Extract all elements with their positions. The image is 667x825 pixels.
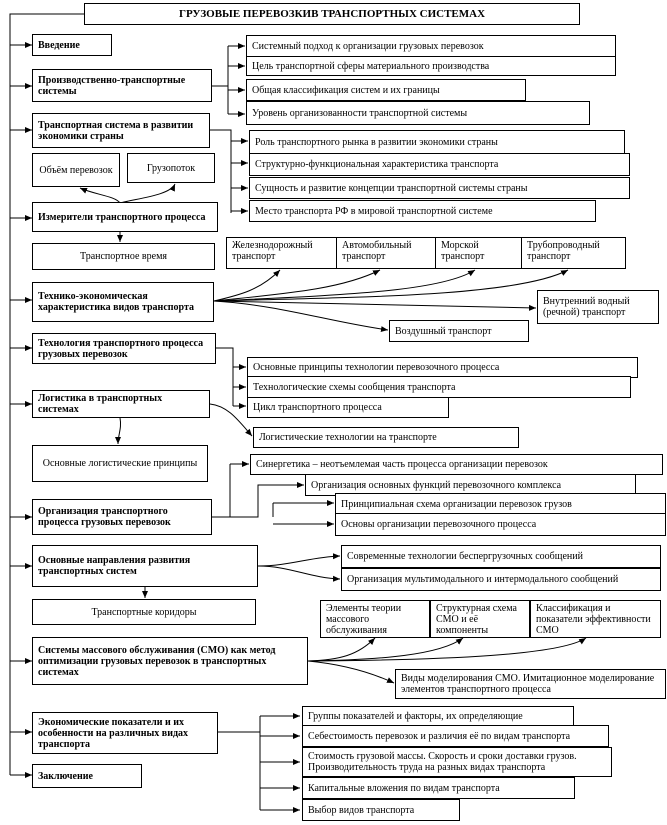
section-technology: Технология транспортного процесса грузовых перевозок — [32, 333, 216, 364]
logistics-principles: Основные логистические принципы — [32, 445, 208, 482]
section-organization: Организация транспортного процесса грузовых перевозок — [32, 499, 212, 535]
transport-type-inland-water: Внутренний водный (речной) транспорт — [537, 290, 659, 324]
section-production-systems: Производственно-транспортные системы — [32, 69, 212, 102]
organization-item: Принципиальная схема организации перевозок грузов — [335, 493, 666, 516]
section-smo: Системы массового обслуживания (СМО) как метод оптимизации грузовых перевозок в транспортных системах — [32, 637, 308, 685]
section-logistics: Логистика в транспортных системах — [32, 390, 210, 418]
transport-type-automobile: Автомобильный транспорт — [336, 237, 436, 269]
production-item: Уровень организованности транспортной системы — [246, 101, 590, 125]
meter-flow: Грузопоток — [127, 153, 215, 183]
role-item: Структурно-функциональная характеристика транспорта — [249, 153, 630, 176]
diagram-title: ГРУЗОВЫЕ ПЕРЕВОЗКИВ ТРАНСПОРТНЫХ СИСТЕМАХ — [84, 3, 580, 25]
economics-item: Выбор видов транспорта — [302, 799, 460, 821]
role-item: Сущность и развитие концепции транспортной системы страны — [249, 177, 630, 199]
technology-item: Технологические схемы сообщения транспорта — [247, 376, 631, 398]
section-technical-characteristics: Технико-экономическая характеристика видов транспорта — [32, 282, 214, 322]
production-item: Цель транспортной сферы материального производства — [246, 56, 616, 76]
production-item: Общая классификация систем и их границы — [246, 79, 526, 101]
section-intro: Введение — [32, 34, 112, 56]
smo-item-classification: Классификация и показатели эффективности СМО — [530, 600, 661, 638]
smo-item-modeling: Виды моделирования СМО. Имитационное моделирование элементов транспортного процесса — [395, 669, 666, 699]
production-item: Системный подход к организации грузовых перевозок — [246, 35, 616, 57]
organization-item: Основы организации перевозочного процесса — [335, 513, 666, 536]
economics-item: Капитальные вложения по видам транспорта — [302, 777, 575, 799]
technology-item: Основные принципы технологии перевозочного процесса — [247, 357, 638, 378]
section-meters: Измерители транспортного процесса — [32, 202, 218, 232]
economics-item: Группы показателей и факторы, их определяющие — [302, 706, 574, 727]
role-item: Место транспорта РФ в мировой транспортной системе — [249, 200, 596, 222]
meter-volume: Объём перевозок — [32, 153, 120, 187]
transport-corridors: Транспортные коридоры — [32, 599, 256, 625]
role-item: Роль транспортного рынка в развитии экономики страны — [249, 130, 625, 154]
section-conclusion: Заключение — [32, 764, 142, 788]
transport-type-air: Воздушный транспорт — [389, 320, 529, 342]
smo-item-theory: Элементы теории массового обслуживания — [320, 600, 430, 638]
directions-item: Современные технологии беспергрузочных сообщений — [341, 545, 661, 568]
economics-item: Стоимость грузовой массы. Скорость и сроки доставки грузов. Производительность труда на разных видах транспорта — [302, 747, 612, 777]
smo-item-structure: Структурная схема СМО и её компоненты — [430, 600, 530, 638]
directions-item: Организация мультимодального и интермодального сообщений — [341, 568, 661, 591]
section-economics: Экономические показатели и их особенности на различных видах транспорта — [32, 712, 218, 754]
organization-item: Организация основных функций перевозочного комплекса — [305, 474, 636, 496]
section-directions: Основные направления развития транспортных систем — [32, 545, 258, 587]
transport-type-railway: Железнодорожный транспорт — [226, 237, 337, 269]
logistics-technologies: Логистические технологии на транспорте — [253, 427, 519, 448]
transport-type-pipeline: Трубопроводный транспорт — [521, 237, 626, 269]
economics-item: Себестоимость перевозок и различия её по видам транспорта — [302, 725, 609, 747]
organization-item: Синергетика – неотъемлемая часть процесса организации перевозок — [250, 454, 663, 475]
technology-item: Цикл транспортного процесса — [247, 397, 449, 418]
transport-type-sea: Морской транспорт — [435, 237, 522, 269]
meter-transport-time: Транспортное время — [32, 243, 215, 270]
section-transport-role: Транспортная система в развитии экономики страны — [32, 113, 210, 148]
